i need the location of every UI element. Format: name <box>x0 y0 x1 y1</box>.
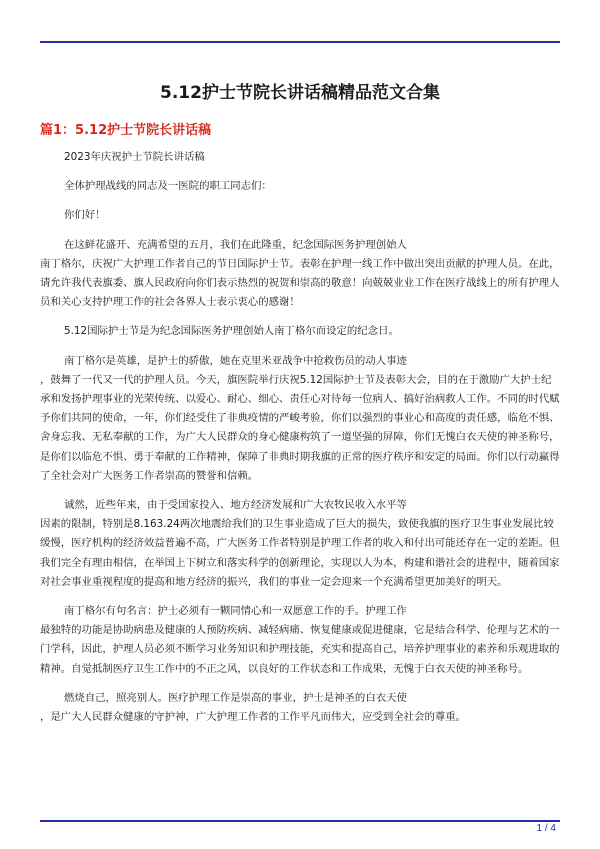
page-indicator: 1 / 4 <box>536 823 556 834</box>
body-paragraph: 诚然，近些年来，由于受国家投入、地方经济发展和广大农牧民收入水平等 因素的限制，特别是8.163.24两次地震给我们的卫生事业造成了巨大的损失，致使我旗的医疗卫生事业发展比较缓慢，医疗机构的经济效益普遍不高，广大医务工作者特别是护理工作者的收入和付出可能还存在一定的差距。但我们完全有理由相信，在举国上下树立和落实科学的创新理论，实现以人为本，构建和谐社会的进程中，随着国家对社会事业重视程度的提高和地方经济的振兴，我们的事业一定会迎来一个充满希望更加美好的明天。 <box>40 499 560 588</box>
body-paragraph: 在这鲜花盛开、充满希望的五月，我们在此隆重，纪念国际医务护理创始人 南丁格尔，庆祝广大护理工作者自己的节日国际护士节。表彰在护理一线工作中做出突出贡献的护理人员。在此，请允许我代表旗委、旗人民政府向你们表示热烈的祝贺和崇高的敬意！向兢兢业业工作在医疗战线上的所有护理人员和关心支持护理工作的社会各界人士表示衷心的感谢！ <box>40 238 560 309</box>
document-title: 5.12护士节院长讲话稿精品范文合集 <box>160 83 440 103</box>
body-paragraph: 南丁格尔有句名言：护士必须有一颗同情心和一双愿意工作的手。护理工作 最独特的功能是协助病患及健康的人预防疾病、减轻病痛、恢复健康或促进健康，它是结合科学、伦理与艺术的一门学科，因此，护理人员必须不断学习业务知识和护理技能，充实和提高自己，培养护理事业的素养和乐观进取的精神。自觉抵制医疗卫生工作中的不正之风，以良好的工作状态和工作成果，无愧于白衣天使的神圣称号。 <box>40 605 560 675</box>
body-paragraph: 南丁格尔是英雄，是护士的骄傲，她在克里米亚战争中抢救伤员的动人事迹 ，鼓舞了一代又一代的护理人员。今天，旗医院举行庆祝5.12国际护士节及表彰大会，目的在于激励广大护士纪承和发扬护理事业的光荣传统、以爱心、耐心、细心、责任心对待每一位病人、搞好治病救人工作。不同的时代赋予你们共同的使命，一年，你们经受住了非典疫情的严峻考验，你们以强烈的事业心和高度的责任感，临危不惧、舍身忘我、无私奉献的工作，为广大人民群众的身心健康构筑了一道坚强的屏障，你们无愧白衣天使的神圣称号，是你们以临危不惧、勇于奉献的工作精神，保障了非典时期我旗的正常的医疗秩序和安定的局面。你们以行动赢得了全社会对广大医务工作者崇高的赞誉和信赖。 <box>40 354 560 482</box>
section-heading: 篇1：5.12护士节院长讲话稿 <box>40 123 212 138</box>
body-paragraph: 燃烧自己，照亮别人。医疗护理工作是崇高的事业，护士是神圣的白衣天使 ，是广大人民群众健康的守护神，广大护理工作者的工作平凡而伟大，应受到全社会的尊重。 <box>40 691 467 724</box>
body-paragraph: 2023年庆祝护士节院长讲话稿 <box>64 151 205 163</box>
body-paragraph: 你们好！ <box>64 209 106 222</box>
document-body <box>40 148 561 737</box>
body-paragraph: 全体护理战线的同志及一医院的职工同志们： <box>64 180 272 193</box>
footer-rule <box>40 820 560 822</box>
body-paragraph: 5.12国际护士节是为纪念国际医务护理创始人南丁格尔而设定的纪念日。 <box>64 325 399 338</box>
header-rule <box>40 41 560 43</box>
